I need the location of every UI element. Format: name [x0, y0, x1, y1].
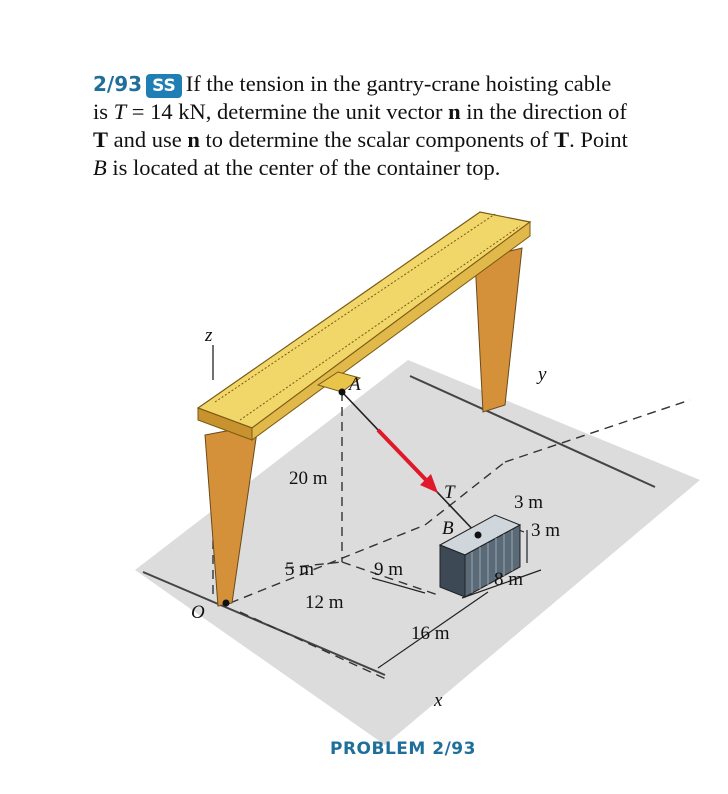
- symbol-n: n: [448, 99, 461, 124]
- symbol-T-vector: T: [554, 127, 570, 152]
- dim-5m-label: 5 m: [285, 559, 315, 580]
- dim-3m-label-length: 3 m: [514, 492, 544, 513]
- dim-3m-label-height: 3 m: [531, 520, 561, 541]
- axis-z-label: z: [205, 325, 213, 346]
- point-A-label: A: [349, 374, 361, 395]
- symbol-B: B: [93, 155, 107, 180]
- figure-caption: PROBLEM 2/93: [330, 739, 476, 759]
- dim-12m-label: 12 m: [305, 592, 344, 613]
- tension-T-label: T: [444, 482, 455, 503]
- point-B-label: B: [442, 518, 454, 539]
- statement-text: and use: [108, 127, 188, 152]
- point-B-dot: [475, 532, 482, 539]
- statement-text: = 14 kN, determine the unit vector: [126, 99, 449, 124]
- dim-9m-label: 9 m: [374, 559, 404, 580]
- origin-O-dot: [223, 600, 230, 607]
- statement-text: in the direction of: [460, 99, 627, 124]
- statement-text: . Point: [569, 127, 628, 152]
- dim-20m-label: 20 m: [289, 468, 328, 489]
- symbol-T-vector: T: [93, 127, 109, 152]
- statement-text: is: [93, 99, 114, 124]
- statement-text: to determine the scalar components of: [199, 127, 555, 152]
- dim-16m-label: 16 m: [411, 623, 450, 644]
- symbol-T: T: [113, 99, 127, 124]
- statement-text: is located at the center of the container top.: [106, 155, 501, 180]
- axis-x-label: x: [434, 690, 443, 711]
- statement-line-1: If the tension in the gantry-crane hoisting cable: [185, 71, 612, 96]
- problem-number: 2/93: [93, 72, 143, 96]
- symbol-n: n: [187, 127, 200, 152]
- ss-badge: SS: [146, 74, 182, 98]
- axis-y-label: y: [538, 364, 547, 385]
- origin-O-label: O: [191, 602, 205, 623]
- dim-8m-label: 8 m: [494, 569, 524, 590]
- crane-leg-right: [475, 248, 522, 412]
- point-A-dot: [339, 389, 346, 396]
